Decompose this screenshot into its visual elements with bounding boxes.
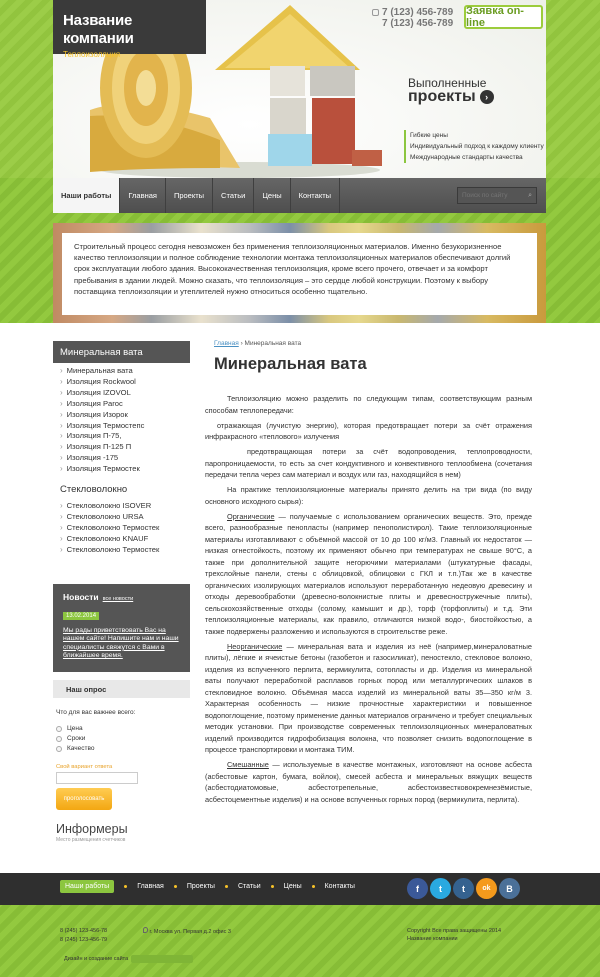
company-tagline: Теплоизоляция — [63, 50, 121, 59]
intro-text: Строительный процесс сегодня невозможен без применения теплоизоляционных материалов. Именно безукоризненное качество теплоизоляции и полное соблюдение технологии монтажа теплоизоляционных материалов обеспечивают долгий срок эксплуатации любого здания. Высококачественная теплоизоляция, кроме всего прочего, отвечает и за комфорт пребывания в здании людей. Можно сказать, что теплоизоляция – это сердце любой конструкции. Поэтому к выбору поставщика теплоизоляции и утеплителей нужно относиться особенно тщательно. — [62, 233, 537, 315]
projects-big-label: проекты — [408, 88, 476, 105]
sidebar-item[interactable]: › Изоляция Изорок — [60, 410, 190, 421]
design-credit-text: Дизайн и создание сайта — [64, 956, 129, 962]
news-widget — [53, 584, 190, 672]
article-paragraph — [205, 759, 532, 805]
sidebar-item[interactable]: › Изоляция -175 — [60, 453, 190, 464]
radio-button[interactable] — [56, 726, 62, 732]
completed-projects-link[interactable] — [408, 77, 494, 105]
phone-number: 7 (123) 456-789 — [382, 18, 454, 29]
arrow-right-icon[interactable]: › — [480, 90, 494, 104]
footer-nav-item[interactable]: Главная — [137, 883, 164, 890]
footer-design-credit — [64, 955, 193, 963]
footer-nav — [60, 880, 355, 893]
projects-small-label: Выполненные — [408, 76, 487, 90]
poll-option[interactable] — [56, 734, 94, 744]
sidebar-title: Минеральная вата — [53, 341, 190, 363]
search-box — [457, 187, 537, 204]
paragraph-text: — получаемые с использованием органических веществ. Это, прежде всего, разнообразные пенопласты (например пенополистирол). Такие теплоизоляционные материалы изготавливают с объёмной массой от 10 до 100 кг/м3. Главный их недостаток — низкая огнестойкость, поэтому их применяют обычно при температурах не свыше 90°C, а также при дополнительной защите негорючими материалами (штукатурные фасады, трехслойные панели, стены с облицовкой, облицовки с ГКЛ и т.п.)Так же в качестве органических изолирующих материалов используют переработанную недеовую древесину и отходы деревообработки (древесно-волокнистые плиты и древесностружечные плиты), сельскохозяйственные отходы (солому, камышит и др.), торф (торфоплиты) и т.д. Эти теплоизоляционные материалы, как правило, отличаются низкой водо-, биостойкостью, а также подвержены разложению и используются в строительстве реже. — [205, 511, 532, 636]
search-input[interactable] — [462, 192, 524, 199]
footer-copyright — [407, 927, 501, 943]
sidebar-submenu — [53, 501, 190, 556]
radio-button[interactable] — [56, 736, 62, 742]
sidebar-item[interactable]: › Стекловолокно ISOVER — [60, 501, 190, 512]
footer-company: Название компании — [407, 936, 458, 942]
paragraph-text: — используемые в качестве монтажных, изготовляют на основе асбеста (асбестовые картон, бумага, войлок), смесей асбеста и минеральных вяжущих веществ (асбестодиатомовые, асбестотрепельные, асбестоизвестковокремнезёмистые, асбестоцементные изделия) и на основе вспученных горных пород (вермикулита, перлита). — [205, 760, 532, 804]
own-answer-input[interactable] — [56, 772, 138, 784]
poll-question: Что для вас важнее всего: — [56, 709, 136, 716]
footer-address — [143, 927, 231, 935]
footer-phones — [60, 927, 107, 945]
phone-number: 7 (123) 456-789 — [382, 7, 454, 18]
breadcrumb-home[interactable]: Главная — [214, 340, 239, 347]
article-paragraph: предотвращающая потери за счёт водопроводения, теплопроводности, паропроницаемости, то есть за счет кондуктивного и конвективного теплообмена (сочетания передачи тепла через сам материал и воздух или газ, находящийся в нем) — [205, 447, 532, 479]
footer-nav-item[interactable]: Контакты — [324, 883, 355, 890]
search-icon[interactable]: ⌕ — [528, 191, 532, 199]
term-inorganic: Неорганические — [227, 641, 283, 651]
sidebar-item[interactable]: › Стекловолокно KNAUF — [60, 534, 190, 545]
order-online-button[interactable]: Заявка on-line — [464, 5, 543, 29]
all-news-link[interactable]: все новости — [102, 596, 134, 602]
sidebar-item[interactable]: › Изоляция П-125 П — [60, 442, 190, 453]
social-links — [407, 878, 520, 899]
nav-item-home[interactable]: Главная — [120, 178, 166, 213]
poll-title: Наш опрос — [53, 680, 190, 698]
vkontakte-icon[interactable]: B — [499, 878, 520, 899]
poll-option[interactable] — [56, 744, 94, 754]
phone-icon — [372, 9, 379, 16]
news-item-link[interactable]: Мы рады приветствовать Вас на нашем сайте! Напишите нам и наши специалисты свяжутся с Вами в ближайшее время. — [63, 627, 179, 660]
nav-item-projects[interactable]: Проекты — [166, 178, 213, 213]
nav-item-prices[interactable]: Цены — [254, 178, 290, 213]
footer-phone: 8 (245) 123-456-79 — [60, 937, 108, 943]
breadcrumb-separator: › — [240, 340, 245, 347]
company-name: Название компании — [63, 12, 134, 47]
sidebar-item[interactable]: › Стекловолокно URSA — [60, 512, 190, 523]
sidebar-subtitle: Стекловолокно — [60, 484, 128, 496]
paragraph-text: — минеральная вата и изделия из неё (например,минераловатные плиты), лёгкие и ячеистые бетоны (газобетон и газосиликат), пеностекло, стекловое волокно, изделия из вспученного перлита, вермикулита, сотопласты и др. Изделия из минеральной ваты получают переработкой расплавов горных пород или металлургических шлаков в стекловидное волокно. Объёмная масса изделий из минеральной ваты 35—350 кг/м 3. Характерная особенность — низкие прочностные характеристики и повышенное водопоглощение, поэтому применение данных материалов ограничено и требует специальных методик установки. При производстве современных теплоизоляционных минераловатных изделий производится гидрофобизация волокна, что позволяет снизить водопоглощение в процессе транспортировки и монтажа ТИМ. — [205, 641, 532, 754]
article-paragraph: На практике теплоизоляционные материалы принято делить на три вида (по виду основного исходного сырья): — [205, 485, 532, 506]
vote-button[interactable]: проголосовать — [56, 788, 112, 810]
bullet-icon — [271, 885, 274, 888]
company-logo[interactable] — [53, 0, 206, 59]
footer-nav-item[interactable]: Наши работы — [60, 880, 114, 893]
copyright-text: Copyright Все права защищены 2014 — [407, 928, 502, 934]
nav-item-contacts[interactable]: Контакты — [291, 178, 340, 213]
term-organic: Органические — [227, 511, 275, 521]
breadcrumb — [214, 340, 301, 347]
address-text: г. Москва ул. Первая д.2 офис 3 — [149, 929, 231, 935]
footer-nav-item[interactable]: Цены — [283, 883, 302, 890]
nav-item-works[interactable]: Наши работы — [53, 178, 120, 213]
sidebar-item[interactable]: › Изоляция П-75, — [60, 431, 190, 442]
sidebar-item[interactable]: › Изоляция Термостепс — [60, 421, 190, 432]
radio-button[interactable] — [56, 746, 62, 752]
features-list — [404, 130, 544, 163]
news-title: Новости — [63, 592, 99, 602]
article-paragraph: Теплоизоляцию можно разделить по следующим типам, соответствующим разным способам теплопередачи: — [205, 394, 532, 415]
article-body — [205, 393, 532, 809]
sidebar-item[interactable]: › Изоляция Paroc — [60, 399, 190, 410]
sidebar-item[interactable]: › Изоляция Термостек — [60, 464, 190, 475]
article-paragraph — [205, 641, 532, 756]
poll-options — [56, 724, 94, 754]
sidebar-menu — [53, 363, 190, 475]
odnoklassniki-icon[interactable]: ok — [476, 878, 497, 899]
header-phones — [372, 7, 453, 29]
news-date: 13.02.2014 — [63, 612, 99, 620]
footer-phone: 8 (245) 123-456-78 — [60, 928, 108, 934]
own-answer-label: Свой вариант ответа — [56, 764, 113, 770]
poll-option-label: Цена — [67, 725, 83, 732]
bullet-icon — [225, 885, 228, 888]
bullet-icon — [312, 885, 315, 888]
poll-option[interactable] — [56, 724, 94, 734]
footer-nav-item[interactable]: Статьи — [237, 883, 261, 890]
footer-nav-item[interactable]: Проекты — [186, 883, 215, 890]
informers-title: Информеры — [56, 822, 128, 836]
sidebar-item[interactable]: › Изоляция IZOVOL — [60, 388, 190, 399]
sidebar-item[interactable]: › Изоляция Rockwool — [60, 377, 190, 388]
sidebar-item[interactable]: › Стекловолокно Термостек — [60, 545, 190, 556]
page-title: Минеральная вата — [214, 355, 367, 373]
sidebar-item[interactable]: › Стекловолокно Термостек — [60, 523, 190, 534]
sidebar — [53, 341, 190, 556]
sidebar-item[interactable]: › Минеральная вата — [60, 366, 190, 377]
feature-item: Гибкие цены — [410, 132, 448, 139]
poll-option-label: Качество — [67, 745, 95, 752]
feature-item: Индивидуальный подход к каждому клиенту — [410, 143, 544, 150]
designer-logo[interactable] — [131, 955, 193, 963]
article-paragraph — [205, 511, 532, 638]
map-pin-icon — [143, 927, 148, 933]
twitter-icon[interactable]: t — [430, 878, 451, 899]
main-nav — [53, 178, 546, 213]
poll-option-label: Сроки — [67, 735, 86, 742]
feature-item: Международные стандарты качества — [410, 154, 523, 161]
tumblr-icon[interactable]: t — [453, 878, 474, 899]
facebook-icon[interactable]: f — [407, 878, 428, 899]
term-mixed: Смешанные — [227, 760, 269, 769]
article-paragraph: отражающая (лучистую энергию), которая предотвращает потери за счёт отражения инфракрасного «теплового» излучения — [205, 420, 532, 441]
bullet-icon — [174, 885, 177, 888]
bullet-icon — [124, 885, 127, 888]
nav-item-articles[interactable]: Статьи — [213, 178, 254, 213]
informers-subtitle: Место размещения счетчиков — [56, 837, 126, 843]
breadcrumb-current: Минеральная вата — [244, 340, 302, 347]
